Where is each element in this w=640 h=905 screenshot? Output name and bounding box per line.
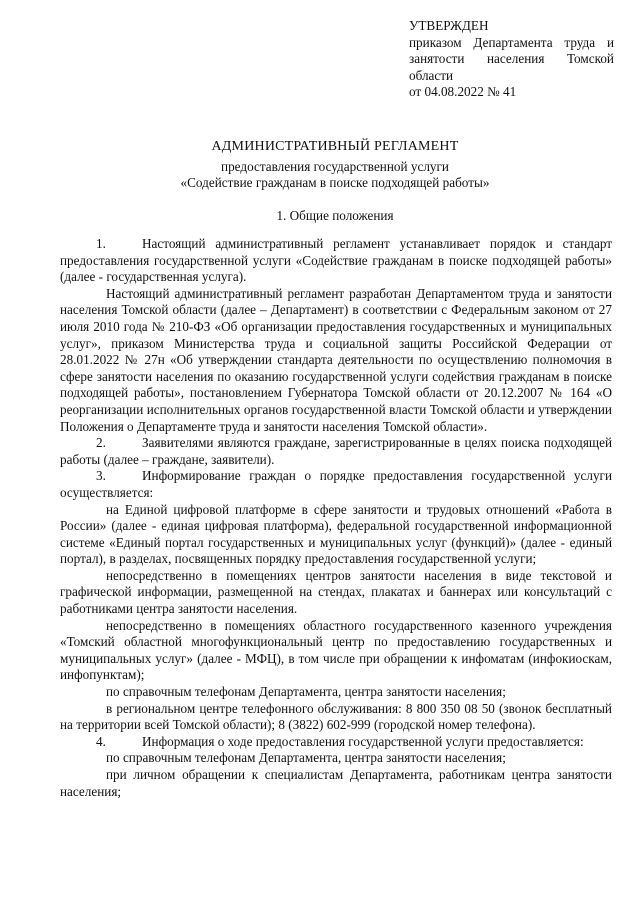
paragraph-text: Заявителями являются граждане, зарегистрированные в целях поиска подходящей работы (далее – граждане, заявители). [60,435,612,467]
paragraph-number: 1. [96,236,106,251]
paragraph-1 [60,236,612,286]
approval-order-line: приказом Департамента труда и [409,34,614,50]
section-heading: 1. Общие положения [276,208,394,223]
document-body [60,236,612,800]
paragraph-number: 2. [96,435,106,451]
document-title: АДМИНИСТРАТИВНЫЙ РЕГЛАМЕНТ [211,139,459,154]
paragraph-text: Информирование граждан о порядке предоставления государственной услуги осуществляется: [60,468,612,500]
document-title-block [60,139,610,192]
paragraph-3e: в региональном центре телефонного обслуживания: 8 800 350 08 50 (звонок бесплатный на территории всей Томской области); 8 (3822) 602-999 (городской номер телефона). [60,700,612,733]
approval-stamp-block [409,18,614,101]
paragraph-text: Настоящий административный регламент устанавливает порядок и стандарт предоставления государственной услуги «Содействие гражданам в поиске подходящей работы» (далее - государственная услуга). [60,236,612,285]
paragraph-text: Информация о ходе предоставления государственной услуги предоставляется: [142,733,584,749]
paragraph-3 [60,468,612,501]
document-subtitle-1: предоставления государственной услуги [221,158,449,174]
paragraph-number: 3. [96,468,106,484]
approval-region-line: области [409,67,454,83]
approval-date-line: от 04.08.2022 № 41 [409,84,517,100]
paragraph-4 [60,734,612,751]
paragraph-4b: при личном обращении к специалистам Департамента, работникам центра занятости населения; [60,767,612,799]
paragraph-2 [60,435,612,468]
approval-department-line: занятости населения Томской [409,51,614,67]
paragraph-1b: Настоящий административный регламент разработан Департаментом труда и занятости населения Томской области (далее – Департамент) в соответствии с Федеральным законом от 27 июля 2010 года № 210-ФЗ «Об организации предоставления государственных и муниципальных услуг», приказом Министерства труда и социальной защиты Российской Федерации от 28.01.2022 № 27н «Об утверждении стандарта деятельности по осуществлению полномочия в сфере занятости населения по оказанию государственной услуги содействия гражданам в поиске подходящей работы», постановлением Губернатора Томской области от 20.12.2007 № 164 «О реорганизации исполнительных органов государственной власти Томской области и утверждении Положения о Департаменте труда и занятости населения Томской области». [60,285,612,434]
document-subtitle-2: «Содействие гражданам в поиске подходящей работы» [180,175,490,191]
paragraph-3d: по справочным телефонам Департамента, центра занятости населения; [106,684,506,700]
paragraph-3c: непосредственно в помещениях областного государственного казенного учреждения «Томский областной многофункциональный центр по предоставлению государственных и муниципальных услуг» (далее - МФЦ), в том числе при обращении к инфоматам (инфокиоскам, инфопунктам); [60,617,612,683]
paragraph-number: 4. [96,733,106,749]
paragraph-4a: по справочным телефонам Департамента, центра занятости населения; [106,750,506,766]
approval-title: УТВЕРЖДЕН [409,18,489,33]
paragraph-3b: непосредственно в помещениях центров занятости населения в виде текстовой и графической информации, размещенной на стендах, плакатах и баннерах или консультаций с работниками центра занятости населения. [60,567,612,617]
paragraph-3a: на Единой цифровой платформе в сфере занятости и трудовых отношений «Работа в России» (далее - единая цифровая платформа), федеральной государственной информационной системе «Единый портал государственных и муниципальных услуг (функций)» (далее - единый портал), в разделах, посвященных порядку предоставления государственной услуги; [60,501,612,567]
